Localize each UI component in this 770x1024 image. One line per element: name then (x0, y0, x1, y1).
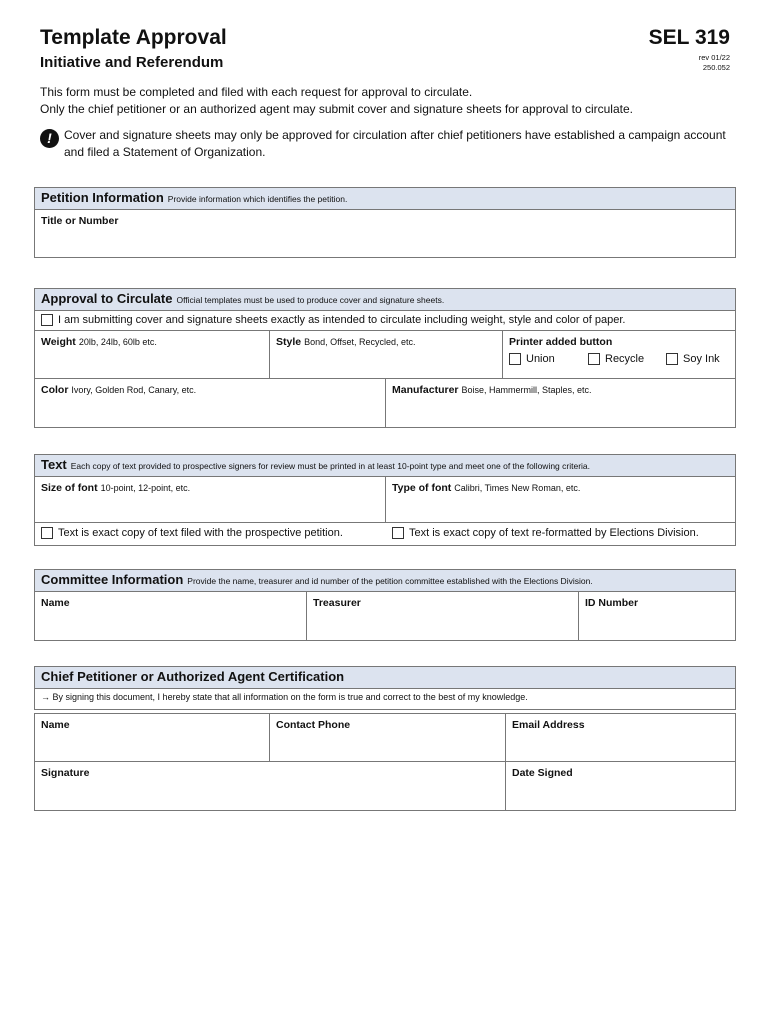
text-check-2-label: Text is exact copy of text re-formatted by Elections Division. (409, 527, 699, 539)
weight-field[interactable] (35, 331, 269, 378)
union-label: Union (526, 353, 555, 365)
email-label: Email Address (512, 719, 585, 731)
approval-heading: Approval to Circulate (41, 291, 173, 306)
color-label: Color (41, 384, 69, 396)
font-type-label: Type of font (392, 482, 452, 494)
style-field[interactable] (269, 331, 502, 378)
petition-section (34, 187, 736, 258)
id-number-label: ID Number (585, 597, 639, 609)
approval-header (35, 289, 735, 311)
committee-desc: Provide the name, treasurer and id number of the petition committee established with the Elections Division. (187, 576, 593, 586)
id-number-field[interactable] (578, 592, 735, 640)
warning-text: Cover and signature sheets may only be approved for circulation after chief petitioners have established a campaign account and filed a Statement of Organization. (64, 128, 726, 159)
petition-desc: Provide information which identifies the petition. (167, 194, 348, 204)
color-row (35, 379, 735, 427)
revision-info (699, 53, 730, 73)
soy-ink-label: Soy Ink (683, 353, 720, 365)
certification-section (34, 666, 736, 710)
weight-label: Weight (41, 336, 76, 348)
font-size-hint: 10-point, 12-point, etc. (100, 483, 191, 493)
signer-name-label: Name (41, 719, 70, 731)
style-label: Style (276, 336, 302, 348)
text-heading: Text (41, 457, 67, 472)
title-label: Title or Number (41, 215, 119, 227)
font-size-label: Size of font (41, 482, 98, 494)
exclamation-icon: ! (40, 129, 59, 148)
signer-name-field[interactable] (35, 714, 269, 761)
committee-section (34, 569, 736, 641)
signature-row (35, 762, 735, 810)
certification-header (35, 667, 735, 689)
signer-section (34, 713, 736, 811)
committee-name-label: Name (41, 597, 70, 609)
text-exact-filed-checkbox[interactable] (41, 527, 343, 539)
intro-line-1: This form must be completed and filed with each request for approval to circulate. (40, 85, 473, 99)
text-desc: Each copy of text provided to prospective signers for review must be printed in at least 10-point type and meet one of the following criteria. (70, 461, 591, 471)
soy-ink-checkbox[interactable] (666, 353, 720, 365)
text-header (35, 455, 735, 477)
manufacturer-hint: Boise, Hammermill, Staples, etc. (461, 385, 592, 395)
certification-statement: → By signing this document, I hereby state that all information on the form is true and correct to the best of my knowledge. (41, 692, 528, 702)
contact-phone-field[interactable] (269, 714, 505, 761)
text-reformatted-checkbox[interactable] (392, 527, 699, 539)
intro-text (40, 84, 740, 118)
form-number: SEL 319 (648, 26, 730, 49)
approval-desc: Official templates must be used to produce cover and signature sheets. (176, 295, 445, 305)
committee-heading: Committee Information (41, 572, 184, 587)
union-checkbox[interactable] (509, 353, 555, 365)
signature-label: Signature (41, 767, 90, 779)
color-hint: Ivory, Golden Rod, Canary, etc. (71, 385, 197, 395)
recycle-checkbox[interactable] (588, 353, 644, 365)
approval-section (34, 288, 736, 428)
exact-check-row (35, 311, 735, 331)
exact-copy-checkbox[interactable] (41, 314, 625, 326)
exact-check-label: I am submitting cover and signature sheets exactly as intended to circulate including weight, style and color of paper. (58, 314, 626, 326)
form-title: Template Approval (40, 26, 227, 49)
committee-header (35, 570, 735, 592)
committee-name-field[interactable] (35, 592, 306, 640)
treasurer-field[interactable] (306, 592, 578, 640)
date-signed-label: Date Signed (512, 767, 573, 779)
email-field[interactable] (505, 714, 735, 761)
color-field[interactable] (35, 379, 385, 427)
text-check-1-label: Text is exact copy of text filed with the prospective petition. (58, 527, 343, 539)
form-code: 250.052 (702, 63, 730, 72)
form-subtitle: Initiative and Referendum (40, 54, 224, 71)
petition-header (35, 188, 735, 210)
signature-field[interactable] (35, 762, 505, 810)
printer-label: Printer added button (509, 336, 613, 348)
signer-contact-row (35, 714, 735, 762)
petition-heading: Petition Information (41, 190, 164, 205)
font-size-field[interactable] (35, 477, 385, 522)
committee-row (35, 592, 735, 640)
weight-hint: 20lb, 24lb, 60lb etc. (78, 337, 157, 347)
font-type-hint: Calibri, Times New Roman, etc. (454, 483, 581, 493)
intro-line-2: Only the chief petitioner or an authorized agent may submit cover and signature sheets for approval to circulate. (40, 102, 633, 116)
printer-field (502, 331, 735, 378)
manufacturer-label: Manufacturer (392, 384, 459, 396)
certification-heading: Chief Petitioner or Authorized Agent Certification (41, 669, 345, 684)
revision-date: rev 01/22 (698, 53, 730, 62)
recycle-label: Recycle (605, 353, 645, 365)
date-signed-field[interactable] (505, 762, 735, 810)
contact-phone-label: Contact Phone (276, 719, 351, 731)
treasurer-label: Treasurer (313, 597, 361, 609)
title-field[interactable] (35, 210, 735, 257)
font-row (35, 477, 735, 523)
text-section (34, 454, 736, 546)
font-type-field[interactable] (385, 477, 735, 522)
text-check-row (35, 523, 735, 545)
paper-row (35, 331, 735, 379)
manufacturer-field[interactable] (385, 379, 735, 427)
certification-statement-row (35, 689, 735, 709)
style-hint: Bond, Offset, Recycled, etc. (304, 337, 416, 347)
